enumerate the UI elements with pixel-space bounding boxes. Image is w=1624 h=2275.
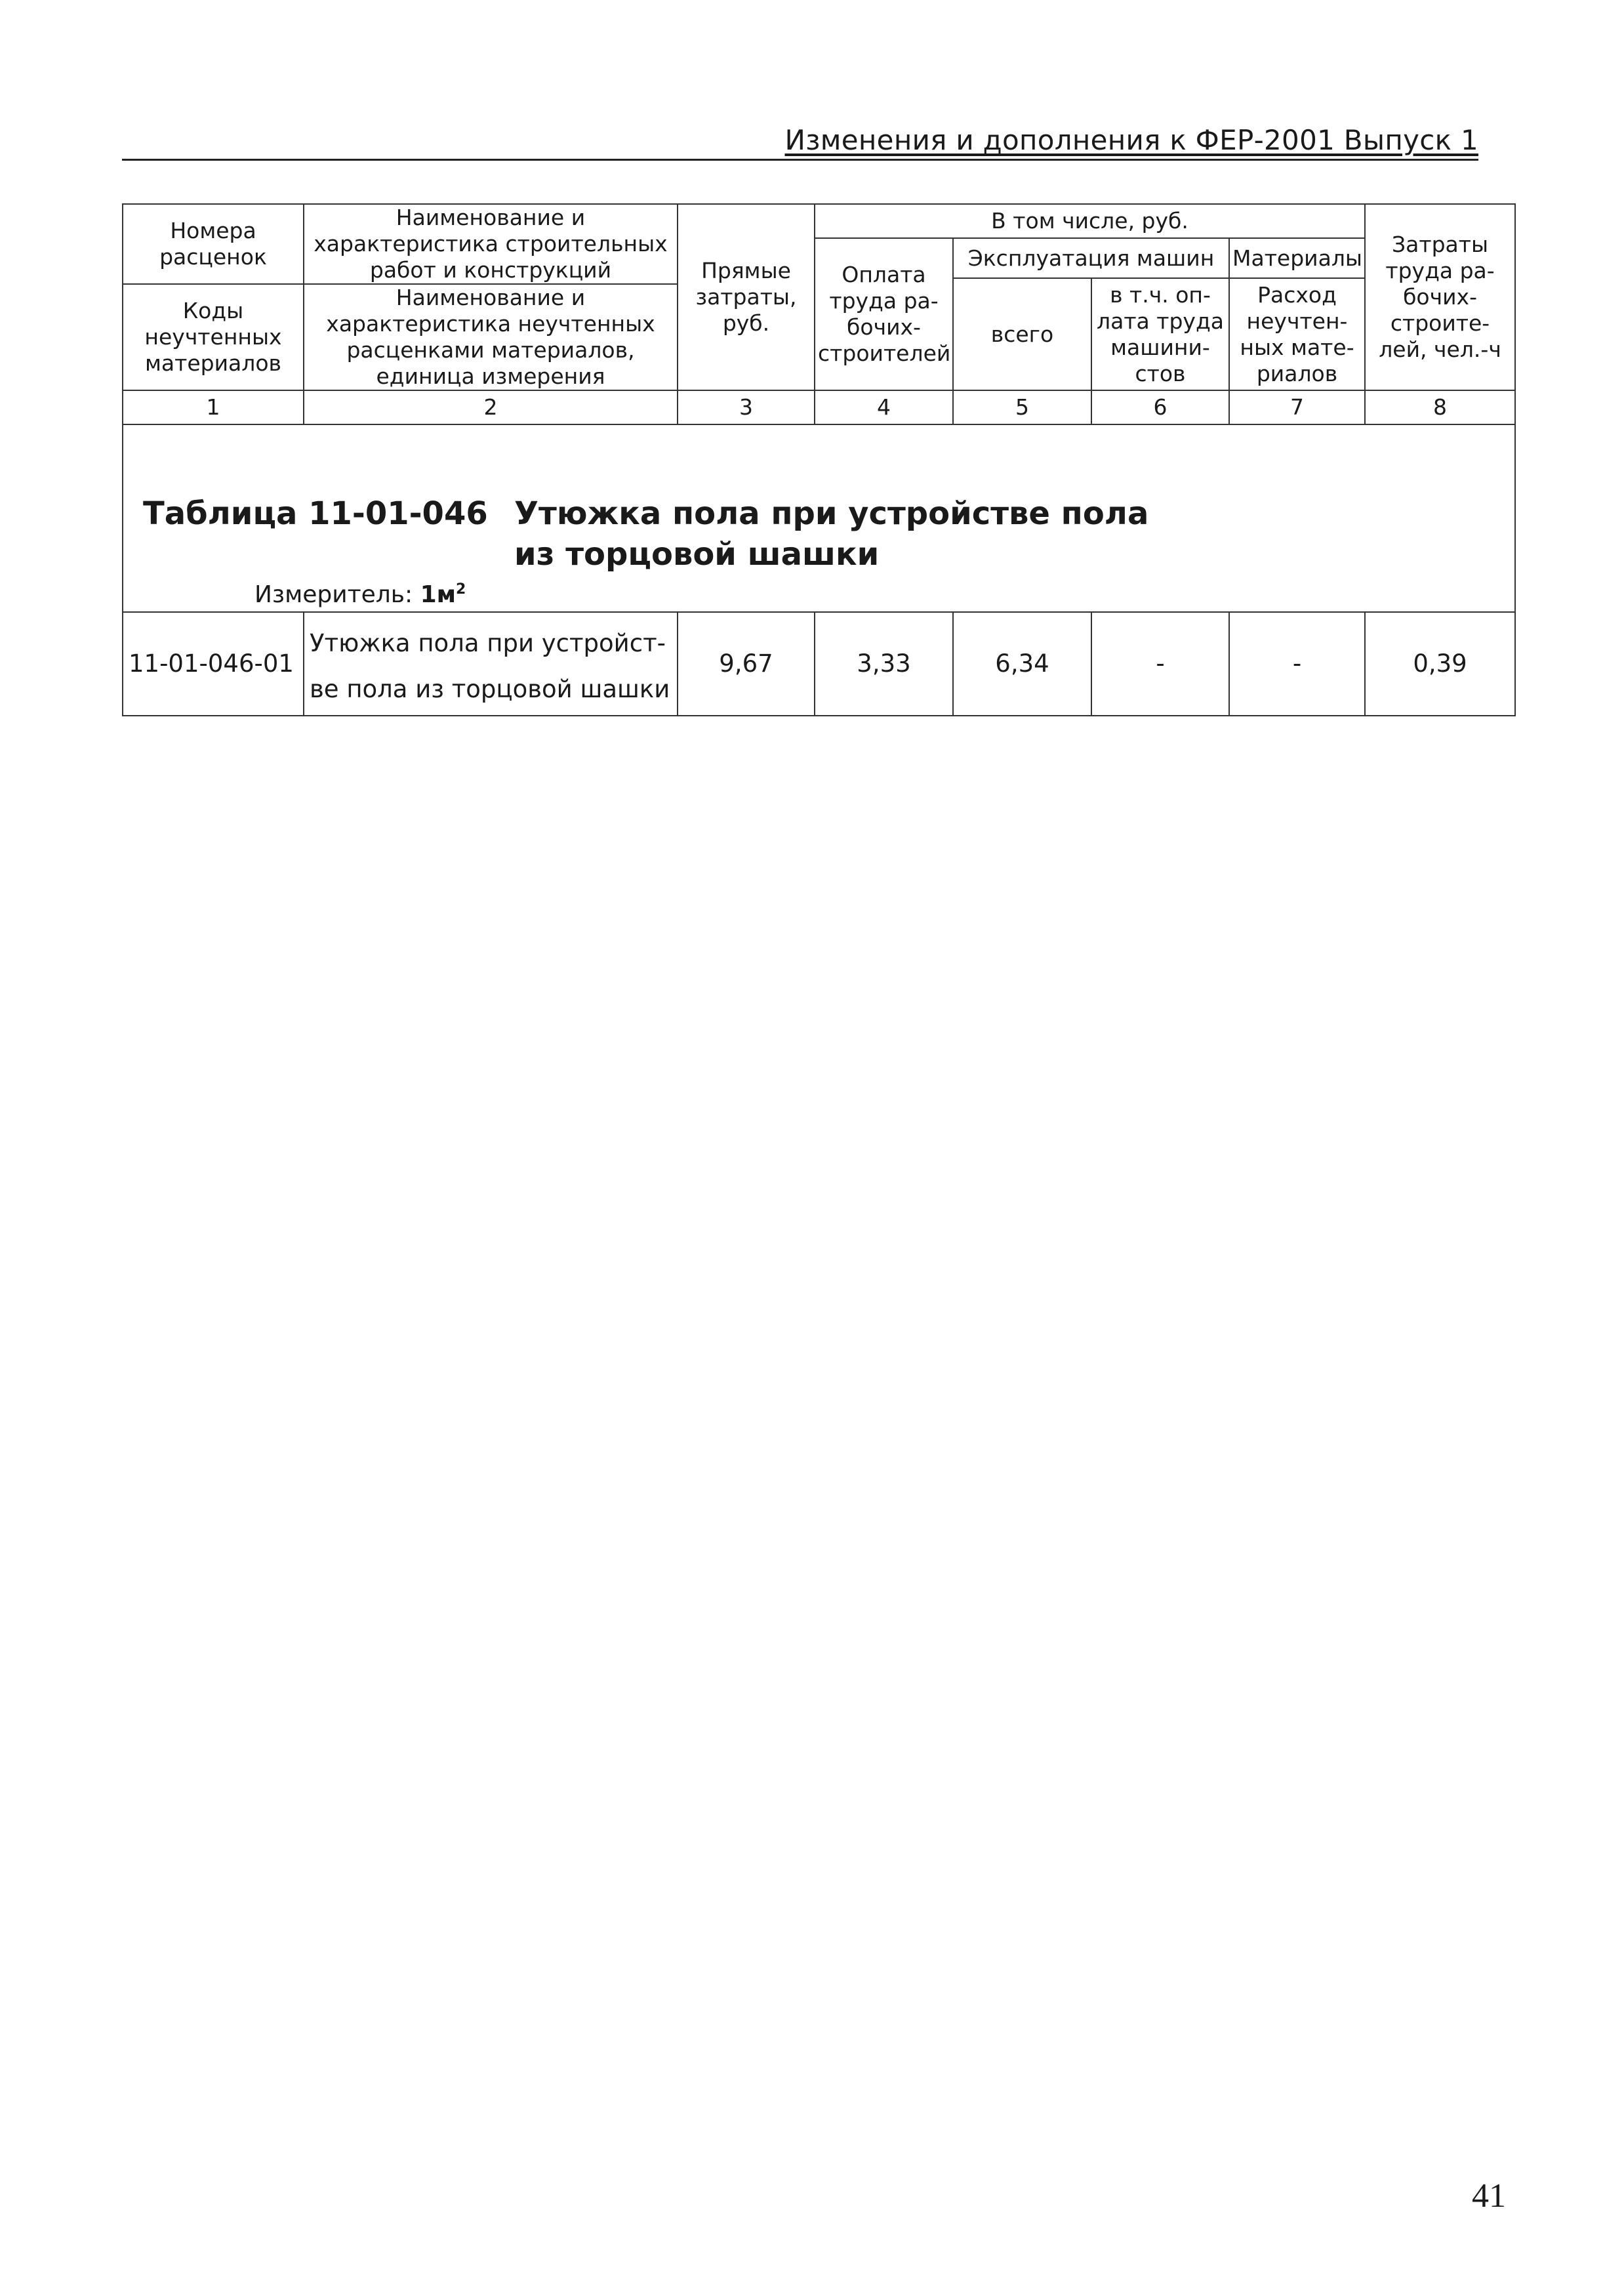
header-machine-total: всего — [953, 278, 1091, 390]
machinist-pay-value: - — [1091, 612, 1229, 716]
rates-table — [122, 203, 1516, 716]
header-material-codes: Коды неучтенных материалов — [123, 284, 304, 390]
header-machine-operation: Эксплуатация машин — [953, 238, 1229, 278]
materials-value: - — [1229, 612, 1365, 716]
labor-cost-value: 3,33 — [815, 612, 953, 716]
meter-label: Измеритель: — [254, 581, 413, 608]
column-number: 8 — [1365, 390, 1515, 424]
table-number: Таблица 11-01-046 — [143, 495, 488, 532]
machine-total-value: 6,34 — [953, 612, 1091, 716]
table-name: Утюжка пола при устройстве пола из торцовой шашки — [514, 495, 1149, 573]
table-row — [123, 612, 1515, 716]
header-work-name: Наименование и характеристика строительных работ и конструкций — [304, 204, 678, 284]
column-number: 1 — [123, 390, 304, 424]
header-materials: Материалы — [1229, 238, 1365, 278]
rate-name: Утюжка пола при устройст- ве пола из торцовой шашки — [304, 612, 678, 716]
column-number: 5 — [953, 390, 1091, 424]
running-header — [122, 122, 1478, 161]
header-material-name: Наименование и характеристика неучтенных расценками материалов, единица измерения — [304, 284, 678, 390]
column-number: 4 — [815, 390, 953, 424]
rate-code: 11-01-046-01 — [123, 612, 304, 716]
meter-value: 1м — [420, 581, 457, 608]
page-number: 41 — [1472, 2177, 1506, 2215]
labor-hours-value: 0,39 — [1365, 612, 1515, 716]
section-title — [143, 493, 1170, 575]
header-material-consumption: Расход неучтен- ных мате- риалов — [1229, 278, 1365, 390]
column-number: 6 — [1091, 390, 1229, 424]
meter-sup: 2 — [456, 581, 466, 598]
header-machinist-pay: в т.ч. оп- лата труда машини- стов — [1091, 278, 1229, 390]
column-number: 2 — [304, 390, 678, 424]
header-labor-cost: Оплата труда ра- бочих- строителей — [815, 238, 953, 390]
column-number: 3 — [678, 390, 815, 424]
direct-costs-value: 9,67 — [678, 612, 815, 716]
section-title-cell — [123, 424, 1515, 612]
header-labor-hours: Затраты труда ра- бочих- строите- лей, чел.-ч — [1365, 204, 1515, 390]
column-number-row — [123, 390, 1515, 424]
running-header-text: Изменения и дополнения к ФЕР-2001 Выпуск 1 — [784, 124, 1478, 156]
column-number: 7 — [1229, 390, 1365, 424]
header-rate-numbers: Номера расценок — [123, 204, 304, 284]
meter — [254, 573, 466, 611]
header-row-1 — [123, 204, 1515, 238]
header-including: В том числе, руб. — [815, 204, 1365, 238]
header-direct-costs: Прямые затраты, руб. — [678, 204, 815, 390]
section-title-row — [123, 424, 1515, 612]
